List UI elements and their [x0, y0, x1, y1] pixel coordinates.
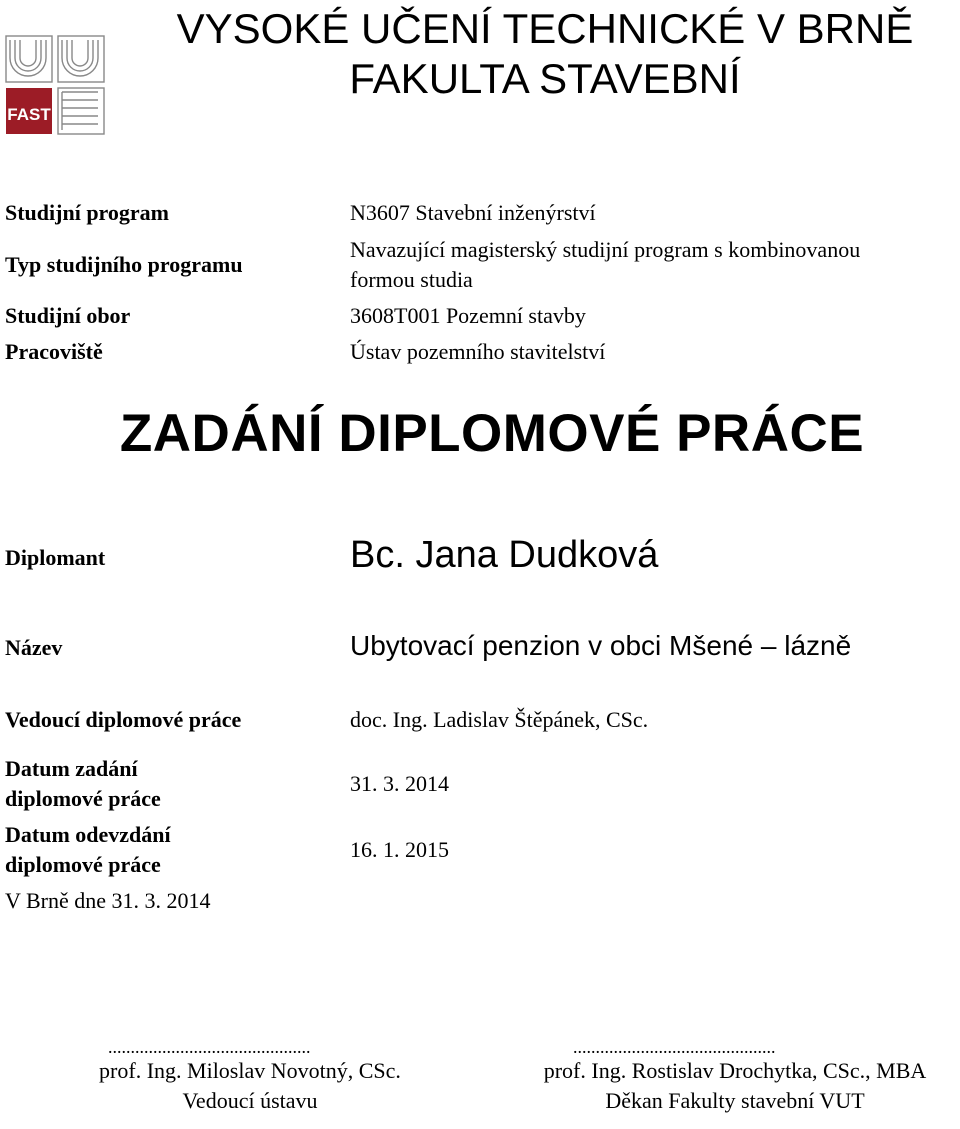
signature-line-left: .............................................	[108, 1037, 311, 1057]
due-date-label-line1: Datum odevzdání	[5, 822, 171, 847]
program-type-value-line2: formou studia	[350, 267, 473, 292]
faculty-name: FAKULTA STAVEBNÍ	[349, 55, 741, 102]
signature-role-right: Děkan Fakulty stavební VUT	[605, 1088, 865, 1113]
place-date: V Brně dne 31. 3. 2014	[5, 888, 211, 913]
signature-name-right: prof. Ing. Rostislav Drochytka, CSc., MBA	[543, 1058, 927, 1083]
thesis-name: Ubytovací penzion v obci Mšené – lázně	[350, 630, 852, 661]
assigned-date-label-line2: diplomové práce	[5, 786, 161, 811]
signature-line-right: .............................................	[573, 1037, 776, 1057]
student-name: Bc. Jana Dudková	[350, 534, 659, 576]
assigned-date-label-line1: Datum zadání	[5, 756, 138, 781]
due-date-label-line2: diplomové práce	[5, 852, 161, 877]
thesis-name-label: Název	[5, 635, 63, 660]
university-name: VYSOKÉ UČENÍ TECHNICKÉ V BRNĚ	[176, 5, 914, 52]
document-title: ZADÁNÍ DIPLOMOVÉ PRÁCE	[119, 404, 865, 463]
department-value: Ústav pozemního stavitelství	[350, 339, 606, 364]
due-date-value: 16. 1. 2015	[350, 837, 449, 862]
signature-name-left: prof. Ing. Miloslav Novotný, CSc.	[99, 1058, 401, 1083]
signature-role-left: Vedoucí ústavu	[182, 1088, 318, 1113]
program-type-label: Typ studijního programu	[5, 252, 243, 277]
field-label: Studijní obor	[5, 303, 131, 328]
department-label: Pracoviště	[5, 339, 103, 364]
assigned-date-value: 31. 3. 2014	[350, 771, 449, 796]
supervisor-label: Vedoucí diplomové práce	[5, 707, 242, 732]
program-label: Studijní program	[5, 200, 170, 225]
field-value: 3608T001 Pozemní stavby	[350, 303, 586, 328]
logo-text: FAST	[7, 105, 51, 124]
program-type-value-line1: Navazující magisterský studijní program s kombinovanou	[350, 237, 861, 262]
supervisor-value: doc. Ing. Ladislav Štěpánek, CSc.	[350, 707, 649, 732]
program-value: N3607 Stavební inženýrství	[350, 200, 596, 225]
student-label: Diplomant	[5, 545, 106, 570]
